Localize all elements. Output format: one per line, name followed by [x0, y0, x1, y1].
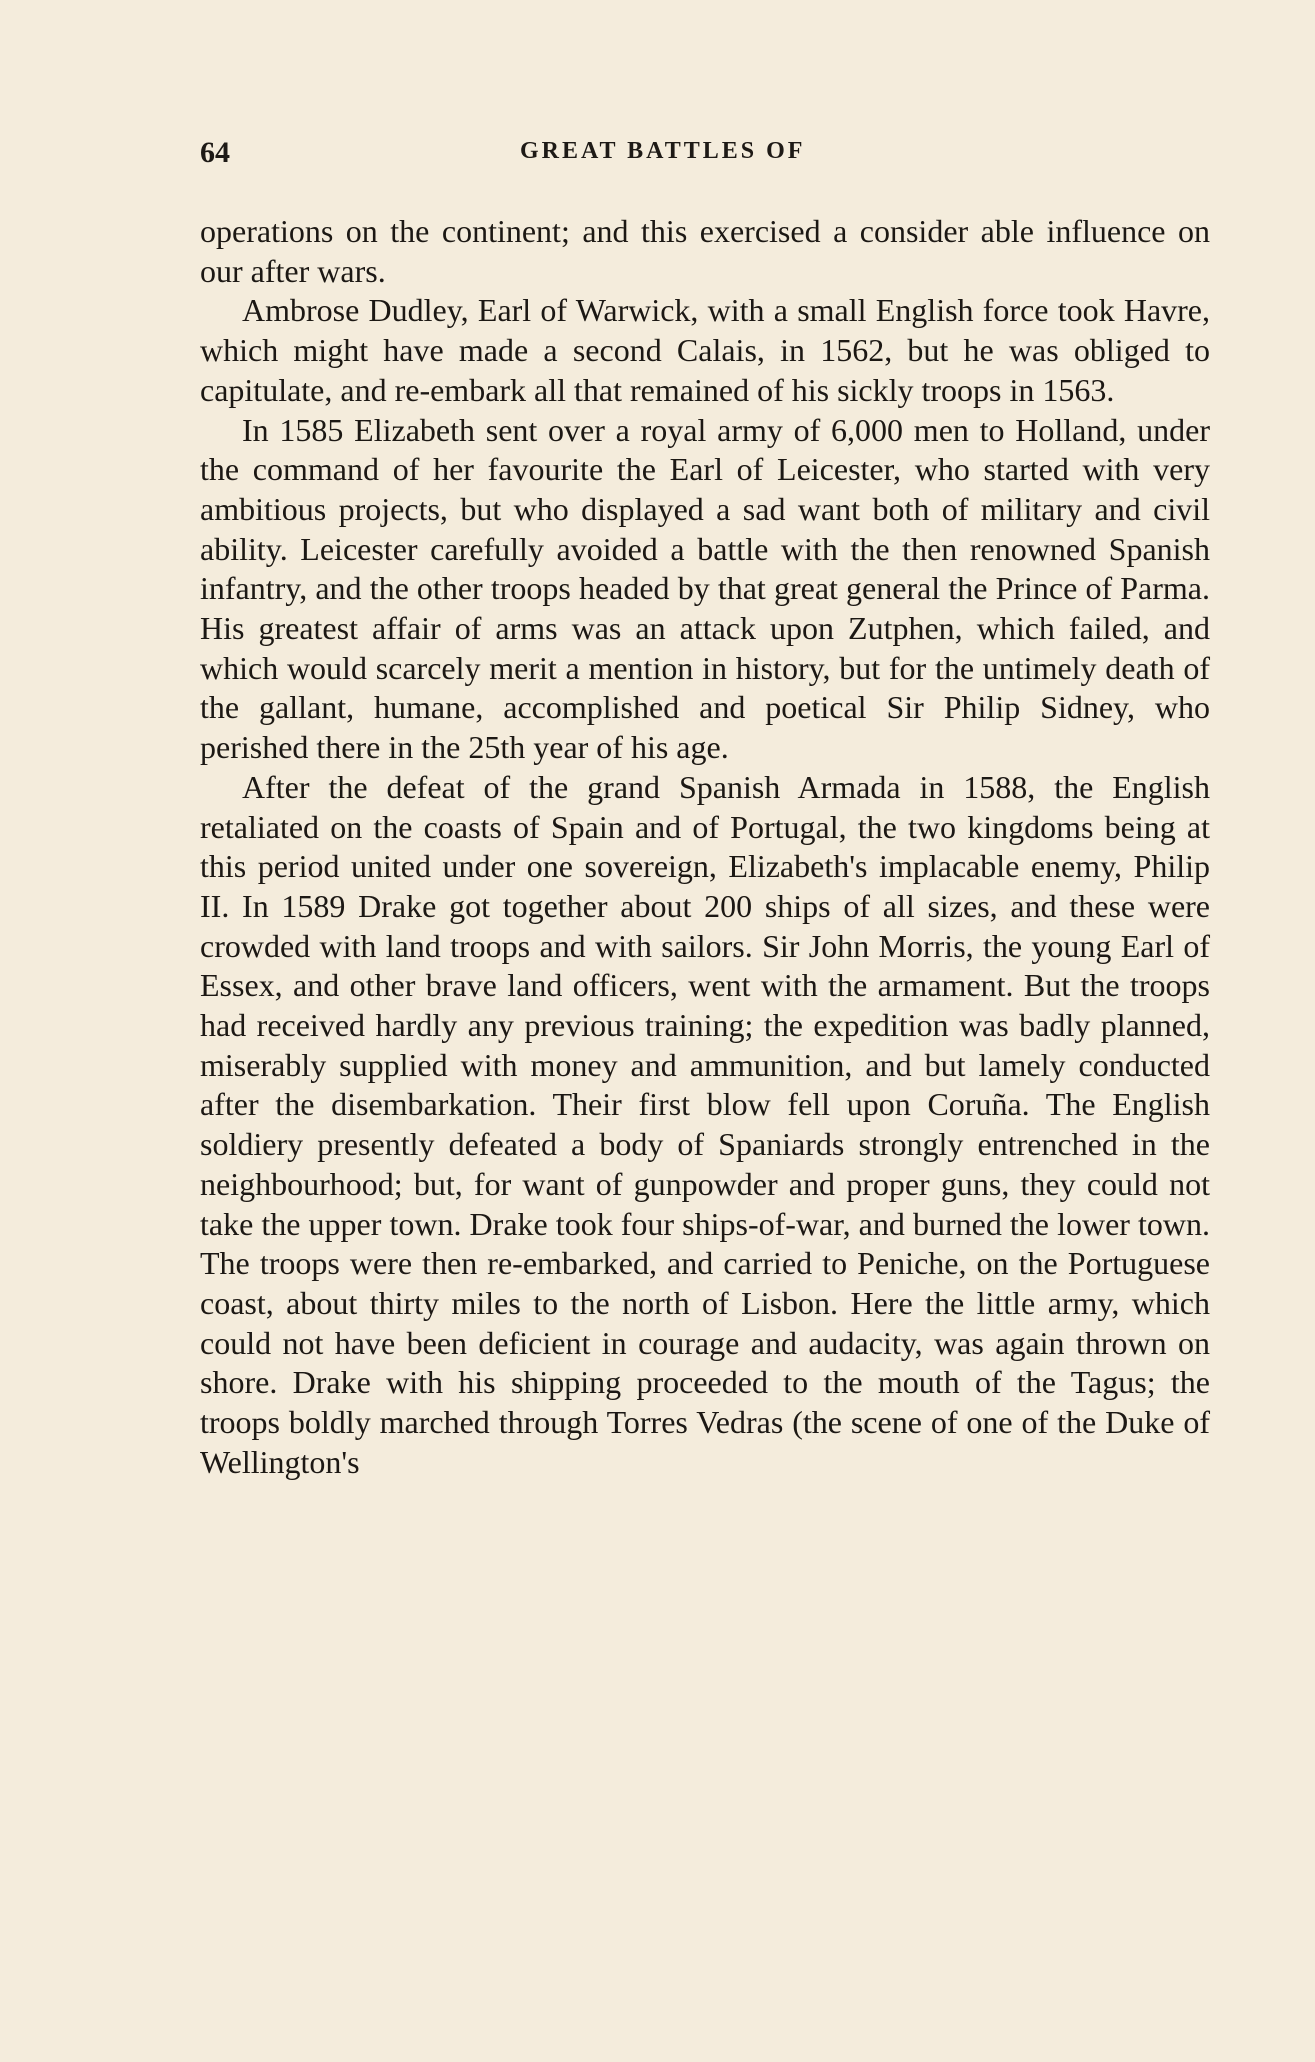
running-head: GREAT BATTLES OF: [520, 138, 806, 164]
page-header: [200, 136, 1210, 176]
page-number: 64: [200, 136, 230, 169]
body-text: [200, 212, 1210, 1483]
paragraph-2: Ambrose Dudley, Earl of Warwick, with a small English force took Havre, which might have made a second Calais, in 1562, but he was obliged to capitulate, and re-embark all that remained of his sickly troops in 1563.: [200, 292, 1210, 408]
paragraph-1: operations on the continent; and this exercised a consider able influence on our after wars.: [200, 213, 1210, 289]
paragraph-3: In 1585 Elizabeth sent over a royal army of 6,000 men to Holland, under the command of her favourite the Earl of Leicester, who started with very ambitious projects, but who displayed a sad want both of military and civil ability. Leicester carefully avoided a battle with the then renowned Spanish infantry, and the other troops headed by that great general the Prince of Parma. His greatest affair of arms was an attack upon Zutphen, which failed, and which would scarcely merit a mention in history, but for the untimely death of the gallant, humane, accomplished and poetical Sir Philip Sidney, who perished there in the 25th year of his age.: [200, 411, 1210, 766]
paragraph-4: After the defeat of the grand Spanish Armada in 1588, the English retaliated on the coasts of Spain and of Portugal, the two kingdoms being at this period united under one sovereign, Elizabeth's implacable enemy, Philip II. In 1589 Drake got together about 200 ships of all sizes, and these were crowded with land troops and with sailors. Sir John Morris, the young Earl of Essex, and other brave land officers, went with the armament. But the troops had received hardly any previous training; the expedition was badly planned, miserably supplied with money and ammunition, and but lamely conducted after the disembarkation. Their first blow fell upon Coruña. The English soldiery presently defeated a body of Spaniards strongly entrenched in the neighbourhood; but, for want of gunpowder and proper guns, they could not take the upper town. Drake took four ships-of-war, and burned the lower town. The troops were then re-embarked, and carried to Peniche, on the Portuguese coast, about thirty miles to the north of Lisbon. Here the little army, which could not have been deficient in courage and audacity, was again thrown on shore. Drake with his shipping proceeded to the mouth of the Tagus; the troops boldly marched through Torres Vedras (the scene of one of the Duke of Wellington's: [200, 768, 1210, 1480]
